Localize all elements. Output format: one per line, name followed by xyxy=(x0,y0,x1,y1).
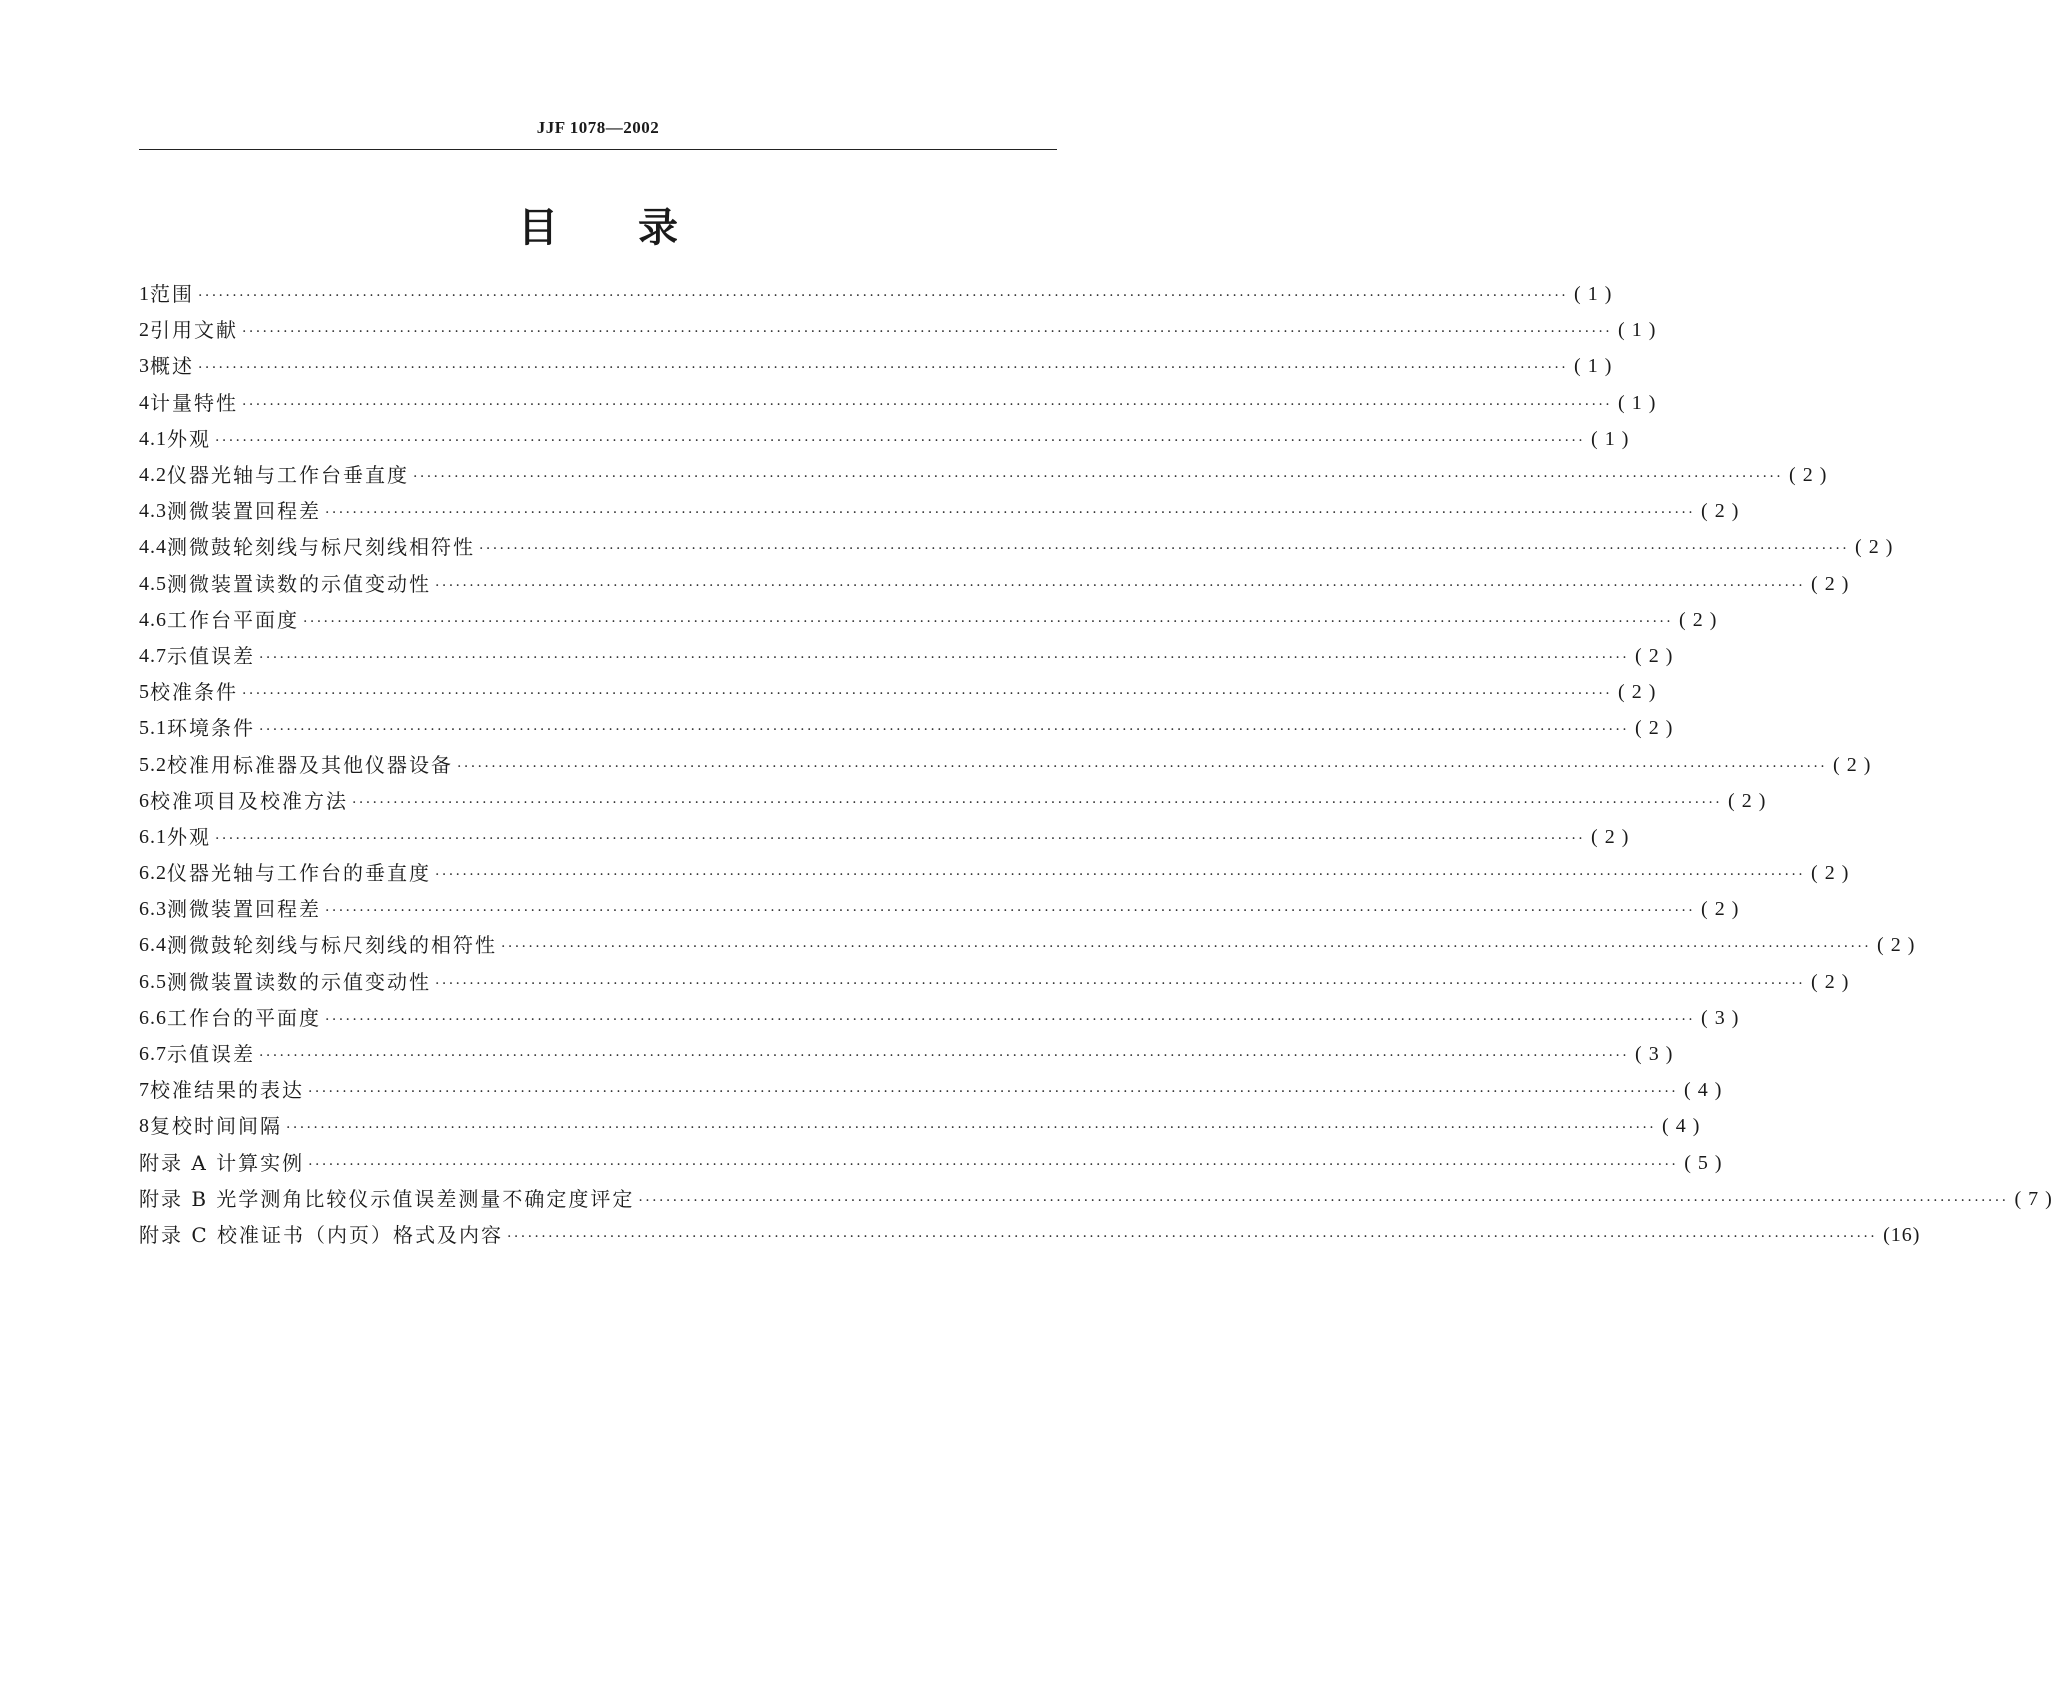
dot-leader: ········································································································································································································ xyxy=(242,396,1613,413)
toc-entry-page: ( 2 ) xyxy=(1618,681,1657,704)
toc-entry-page: ( 2 ) xyxy=(1635,717,1674,740)
toc-entry-number: 6.1 xyxy=(139,825,167,848)
dot-leader: ········································································································································································································ xyxy=(303,613,1674,630)
toc-entry[interactable] xyxy=(139,312,1657,348)
toc-entry[interactable] xyxy=(139,964,1850,1000)
dot-leader: ········································································································································································································ xyxy=(308,1084,1679,1101)
toc-entry-page: ( 2 ) xyxy=(1591,825,1630,848)
toc-entry[interactable] xyxy=(139,1108,1701,1144)
toc-entry-number: 7 xyxy=(139,1079,150,1102)
toc-entry-number: 2 xyxy=(139,319,150,342)
toc-entry-number: 4 xyxy=(139,391,150,414)
toc-entry-label: 测微装置回程差 xyxy=(167,499,321,524)
toc-entry-page: ( 2 ) xyxy=(1811,970,1850,993)
toc-entry-page: ( 4 ) xyxy=(1684,1079,1723,1102)
toc-entry[interactable] xyxy=(139,1036,1674,1072)
dot-leader: ········································································································································································································ xyxy=(259,1048,1630,1065)
toc-entry-page: ( 3 ) xyxy=(1701,1006,1740,1029)
dot-leader: ········································································································································································································ xyxy=(638,1192,2009,1209)
dot-leader: ········································································································································································································ xyxy=(308,1156,1679,1173)
document-code-header: JJF 1078—2002 xyxy=(536,118,660,137)
dot-leader: ········································································································································································································ xyxy=(259,722,1630,739)
page-title: 目录 xyxy=(518,205,758,251)
toc-entry-page: ( 2 ) xyxy=(1635,644,1674,667)
toc-entry-label: 测微鼓轮刻线与标尺刻线相符性 xyxy=(167,535,475,560)
toc-entry-label: 引用文献 xyxy=(150,318,238,343)
toc-entry-label: 测微装置回程差 xyxy=(167,897,321,922)
toc-entry[interactable] xyxy=(139,1217,1921,1253)
table-of-contents xyxy=(139,276,2053,1253)
toc-entry-label: 示值误差 xyxy=(167,1042,255,1067)
toc-entry-page: ( 3 ) xyxy=(1635,1043,1674,1066)
toc-entry[interactable] xyxy=(139,783,1767,819)
toc-entry-label: 附录 A 计算实例 xyxy=(139,1150,305,1175)
toc-entry-number: 5.2 xyxy=(139,753,167,776)
toc-entry-label: 校准用标准器及其他仪器设备 xyxy=(167,752,453,777)
dot-leader: ········································································································································································································ xyxy=(507,1228,1878,1245)
toc-entry-number: 6.4 xyxy=(139,934,167,957)
toc-entry[interactable] xyxy=(139,927,1916,963)
toc-entry-number: 5.1 xyxy=(139,717,167,740)
toc-entry-page: ( 4 ) xyxy=(1662,1115,1701,1138)
toc-entry[interactable] xyxy=(139,710,1674,746)
toc-entry-page: ( 2 ) xyxy=(1679,608,1718,631)
dot-leader: ········································································································································································································ xyxy=(198,288,1569,305)
dot-leader: ········································································································································································································ xyxy=(286,1120,1657,1137)
dot-leader: ········································································································································································································ xyxy=(242,686,1613,703)
toc-entry-label: 校准项目及校准方法 xyxy=(150,788,348,813)
toc-entry[interactable] xyxy=(139,1000,1740,1036)
toc-entry-label: 附录 C 校准证书（内页）格式及内容 xyxy=(139,1222,504,1247)
toc-entry-page: ( 1 ) xyxy=(1574,283,1613,306)
toc-entry-label: 示值误差 xyxy=(167,643,255,668)
dot-leader: ········································································································································································································ xyxy=(325,903,1696,920)
toc-entry[interactable] xyxy=(139,276,1613,312)
dot-leader: ········································································································································································································ xyxy=(325,505,1696,522)
dot-leader: ········································································································································································································ xyxy=(435,867,1806,884)
toc-entry-label: 概述 xyxy=(150,354,194,379)
toc-entry[interactable] xyxy=(139,493,1740,529)
toc-entry-number: 1 xyxy=(139,283,150,306)
toc-entry-page: ( 2 ) xyxy=(1811,572,1850,595)
toc-entry-page: ( 1 ) xyxy=(1591,427,1630,450)
toc-entry-label: 工作台平面度 xyxy=(167,607,299,632)
toc-entry-page: ( 2 ) xyxy=(1789,464,1828,487)
toc-entry-label: 校准条件 xyxy=(150,680,238,705)
toc-entry[interactable] xyxy=(139,529,1894,565)
dot-leader: ········································································································································································································ xyxy=(352,794,1723,811)
toc-entry[interactable] xyxy=(139,638,1674,674)
toc-entry-page: ( 2 ) xyxy=(1728,789,1767,812)
dot-leader: ········································································································································································································ xyxy=(325,1011,1696,1028)
toc-entry[interactable] xyxy=(139,348,1613,384)
toc-entry[interactable] xyxy=(139,891,1740,927)
toc-entry[interactable] xyxy=(139,1072,1723,1108)
toc-entry-number: 4.1 xyxy=(139,427,167,450)
toc-entry-number: 4.3 xyxy=(139,500,167,523)
toc-entry-label: 仪器光轴与工作台的垂直度 xyxy=(167,861,431,886)
toc-entry[interactable] xyxy=(139,674,1657,710)
toc-entry-number: 3 xyxy=(139,355,150,378)
toc-entry-page: ( 2 ) xyxy=(1855,536,1894,559)
dot-leader: ········································································································································································································ xyxy=(479,541,1850,558)
toc-entry-label: 测微鼓轮刻线与标尺刻线的相符性 xyxy=(167,933,497,958)
toc-entry[interactable] xyxy=(139,457,1828,493)
toc-entry[interactable] xyxy=(139,1145,1723,1181)
toc-entry[interactable] xyxy=(139,385,1657,421)
toc-entry-number: 6.3 xyxy=(139,898,167,921)
toc-entry-number: 8 xyxy=(139,1115,150,1138)
toc-entry[interactable] xyxy=(139,819,1630,855)
toc-entry-number: 6.7 xyxy=(139,1043,167,1066)
dot-leader: ········································································································································································································ xyxy=(435,975,1806,992)
toc-entry-page: ( 1 ) xyxy=(1574,355,1613,378)
header-rule xyxy=(139,149,1057,150)
toc-entry-label: 工作台的平面度 xyxy=(167,1005,321,1030)
toc-entry-label: 复校时间间隔 xyxy=(150,1114,282,1139)
toc-entry-label: 附录 B 光学测角比较仪示值误差测量不确定度评定 xyxy=(139,1186,635,1211)
toc-entry-page: ( 1 ) xyxy=(1618,391,1657,414)
toc-entry-label: 仪器光轴与工作台垂直度 xyxy=(167,463,409,488)
dot-leader: ········································································································································································································ xyxy=(501,939,1872,956)
dot-leader: ········································································································································································································ xyxy=(457,758,1828,775)
dot-leader: ········································································································································································································ xyxy=(259,649,1630,666)
toc-entry-number: 4.5 xyxy=(139,572,167,595)
toc-entry[interactable] xyxy=(139,602,1718,638)
toc-entry-page: ( 2 ) xyxy=(1877,934,1916,957)
toc-entry-page: ( 2 ) xyxy=(1833,753,1872,776)
toc-entry-number: 4.7 xyxy=(139,644,167,667)
toc-entry-number: 4.4 xyxy=(139,536,167,559)
dot-leader: ········································································································································································································ xyxy=(413,469,1784,486)
toc-entry-label: 范围 xyxy=(150,282,194,307)
toc-entry-label: 外观 xyxy=(167,824,211,849)
toc-entry-label: 环境条件 xyxy=(167,716,255,741)
dot-leader: ········································································································································································································ xyxy=(435,577,1806,594)
toc-entry-number: 6.6 xyxy=(139,1006,167,1029)
toc-entry-page: ( 1 ) xyxy=(1618,319,1657,342)
toc-entry-page: ( 2 ) xyxy=(1811,862,1850,885)
dot-leader: ········································································································································································································ xyxy=(198,360,1569,377)
dot-leader: ········································································································································································································ xyxy=(215,830,1586,847)
toc-entry-label: 测微装置读数的示值变动性 xyxy=(167,571,431,596)
toc-entry-number: 4.2 xyxy=(139,464,167,487)
toc-entry[interactable] xyxy=(139,855,1850,891)
toc-entry[interactable] xyxy=(139,1181,2053,1217)
toc-entry-label: 测微装置读数的示值变动性 xyxy=(167,969,431,994)
toc-entry-number: 4.6 xyxy=(139,608,167,631)
toc-entry-page: ( 2 ) xyxy=(1701,500,1740,523)
toc-entry-page: ( 7 ) xyxy=(2014,1187,2053,1210)
dot-leader: ········································································································································································································ xyxy=(215,432,1586,449)
toc-entry-number: 5 xyxy=(139,681,150,704)
toc-entry[interactable] xyxy=(139,746,1872,782)
dot-leader: ········································································································································································································ xyxy=(242,324,1613,341)
toc-entry-label: 校准结果的表达 xyxy=(150,1078,304,1103)
toc-entry-number: 6.2 xyxy=(139,862,167,885)
toc-entry-label: 计量特性 xyxy=(150,390,238,415)
toc-entry-label: 外观 xyxy=(167,426,211,451)
toc-entry-page: ( 5 ) xyxy=(1684,1151,1723,1174)
toc-entry[interactable] xyxy=(139,421,1630,457)
toc-entry-page: (16) xyxy=(1883,1223,1921,1246)
toc-entry-page: ( 2 ) xyxy=(1701,898,1740,921)
toc-entry[interactable] xyxy=(139,566,1850,602)
toc-entry-number: 6.5 xyxy=(139,970,167,993)
toc-entry-number: 6 xyxy=(139,789,150,812)
